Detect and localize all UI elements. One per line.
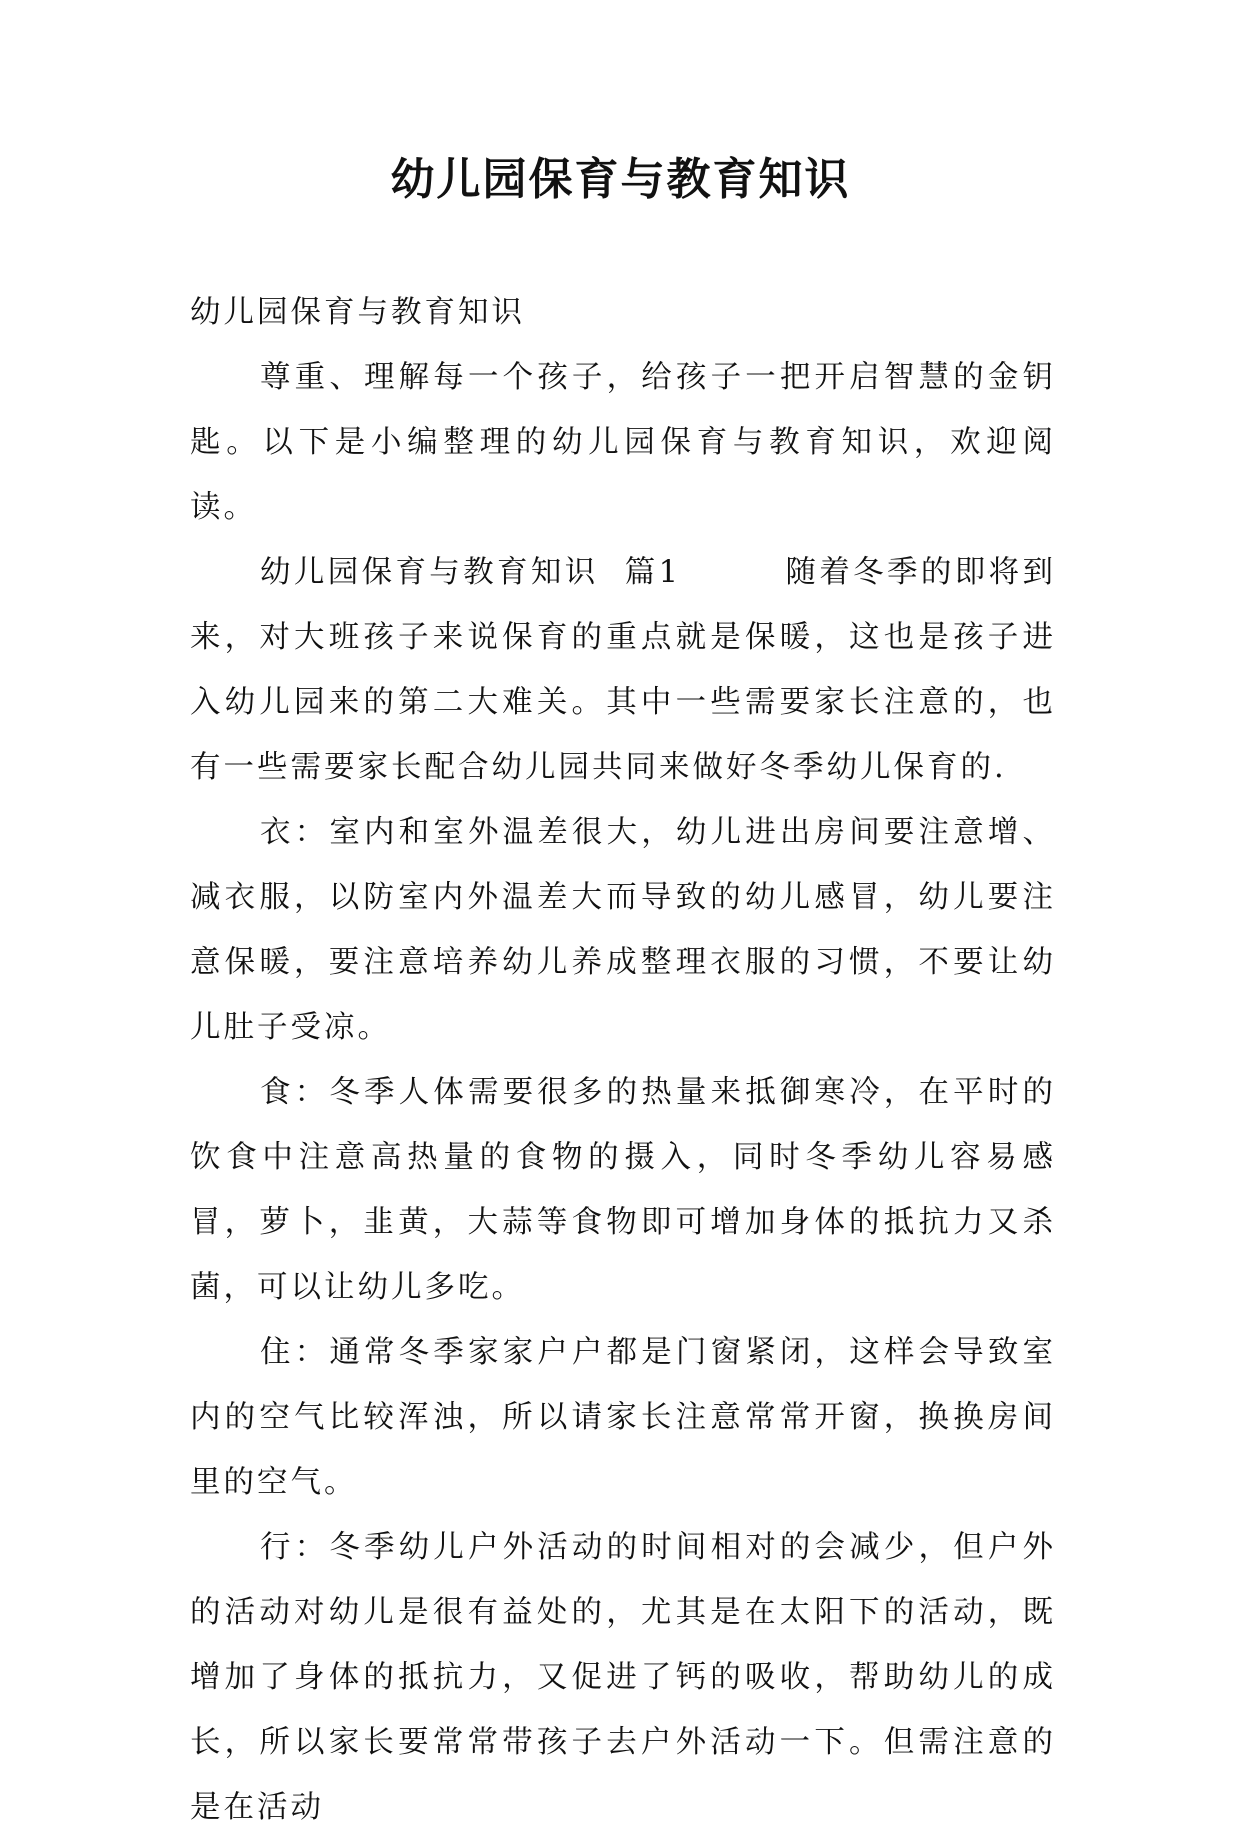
housing-paragraph: 住：通常冬季家家户户都是门窗紧闭，这样会导致室内的空气比较浑浊，所以请家长注意常常开窗，换换房间里的空气。: [190, 1335, 1056, 1500]
document-body: [190, 280, 1056, 1840]
clothing-paragraph: 衣：室内和室外温差很大，幼儿进出房间要注意增、减衣服，以防室内外温差大而导致的幼儿感冒，幼儿要注意保暖，要注意培养幼儿养成整理衣服的习惯，不要让幼儿肚子受凉。: [190, 815, 1056, 1045]
subtitle-paragraph: 幼儿园保育与教育知识: [190, 295, 525, 330]
document-title: 幼儿园保育与教育知识: [390, 154, 851, 205]
section-1-paragraph: 幼儿园保育与教育知识 篇1 随着冬季的即将到来，对大班孩子来说保育的重点就是保暖，这也是孩子进入幼儿园来的第二大难关。其中一些需要家长注意的，也有一些需要家长配合幼儿园共同来做好冬季幼儿保育的.: [190, 555, 1056, 785]
activity-paragraph: 行：冬季幼儿户外活动的时间相对的会减少，但户外的活动对幼儿是很有益处的，尤其是在太阳下的活动，既增加了身体的抵抗力，又促进了钙的吸收，帮助幼儿的成长，所以家长要常常带孩子去户外活动一下。但需注意的是在活动: [190, 1530, 1056, 1825]
intro-paragraph: 尊重、理解每一个孩子，给孩子一把开启智慧的金钥匙。以下是小编整理的幼儿园保育与教育知识，欢迎阅读。: [190, 360, 1056, 525]
food-paragraph: 食：冬季人体需要很多的热量来抵御寒冷，在平时的饮食中注意高热量的食物的摄入，同时冬季幼儿容易感冒，萝卜，韭黄，大蒜等食物即可增加身体的抵抗力又杀菌，可以让幼儿多吃。: [190, 1075, 1056, 1305]
